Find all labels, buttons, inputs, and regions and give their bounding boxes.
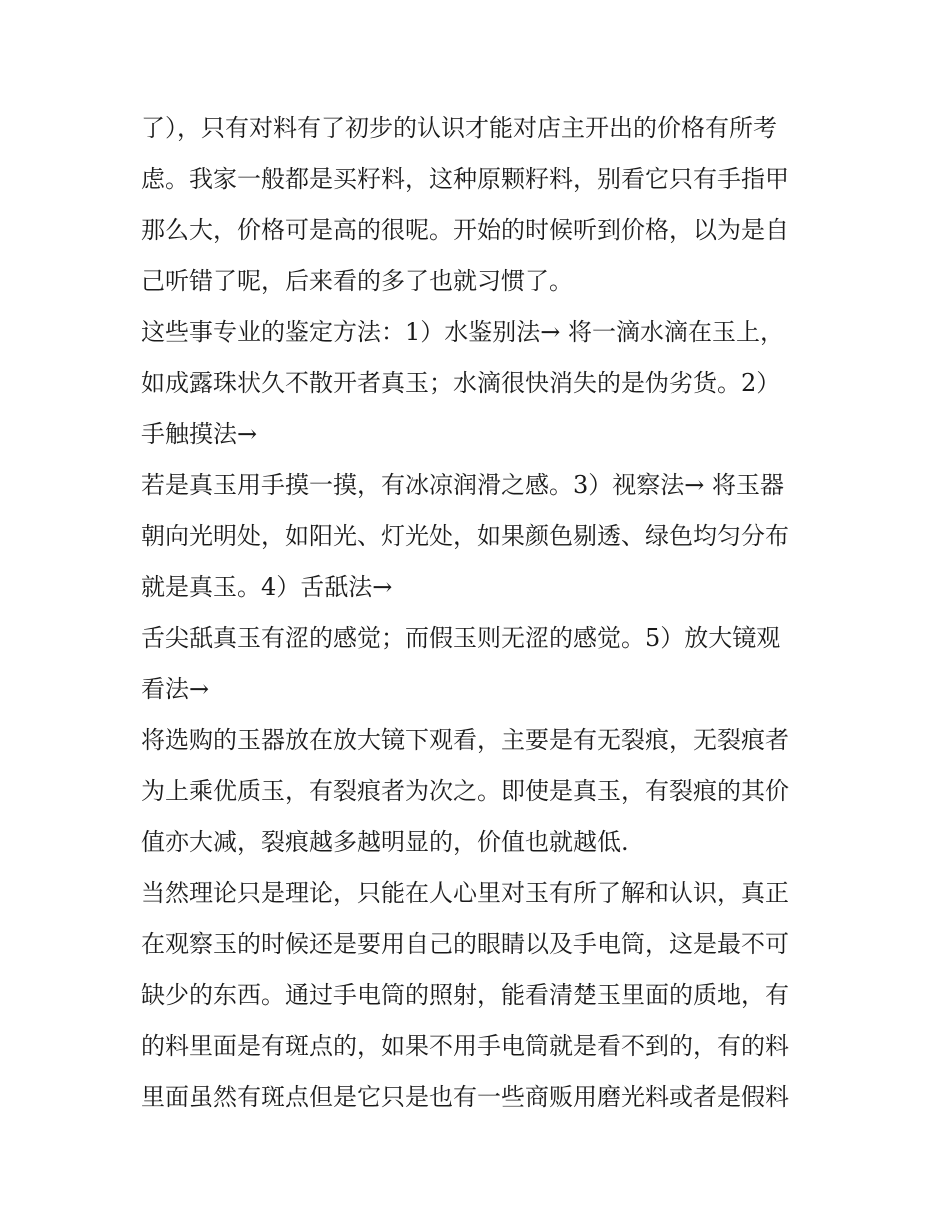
text-line: 缺少的东西。通过手电筒的照射，能看清楚玉里面的质地，有 xyxy=(141,981,789,1009)
text-line: 朝向光明处，如阳光、灯光处，如果颜色剔透、绿色均匀分布 xyxy=(141,522,789,550)
text-line: 若是真玉用手摸一摸，有冰凉润滑之感。3）视察法→ 将玉器 xyxy=(141,471,785,499)
text-line: 将选购的玉器放在放大镜下观看，主要是有无裂痕，无裂痕者 xyxy=(141,726,789,754)
text-line: 虑。我家一般都是买籽料，这种原颗籽料，别看它只有手指甲 xyxy=(141,165,789,193)
text-line: 里面虽然有斑点但是它只是也有一些商贩用磨光料或者是假料 xyxy=(141,1083,789,1111)
text-line: 为上乘优质玉，有裂痕者为次之。即使是真玉，有裂痕的其价 xyxy=(141,777,789,805)
text-line: 那么大，价格可是高的很呢。开始的时候听到价格，以为是自 xyxy=(141,216,789,244)
text-line: 手触摸法→ xyxy=(141,420,258,448)
text-line: 当然理论只是理论，只能在人心里对玉有所了解和认识，真正 xyxy=(141,879,789,907)
text-line: 值亦大减，裂痕越多越明显的，价值也就越低. xyxy=(141,828,629,856)
text-line: 就是真玉。4）舌舐法→ xyxy=(141,573,393,601)
text-line: 己听错了呢，后来看的多了也就习惯了。 xyxy=(141,267,573,295)
text-line: 看法→ xyxy=(141,675,210,703)
text-line: 这些事专业的鉴定方法：1）水鉴别法→ 将一滴水滴在玉上， xyxy=(141,318,785,346)
text-line: 如成露珠状久不散开者真玉；水滴很快消失的是伪劣货。2） xyxy=(141,369,781,397)
text-line: 舌尖舐真玉有涩的感觉；而假玉则无涩的感觉。5）放大镜观 xyxy=(141,624,781,652)
text-line: 了），只有对料有了初步的认识才能对店主开出的价格有所考 xyxy=(141,114,777,142)
text-line: 在观察玉的时候还是要用自己的眼睛以及手电筒，这是最不可 xyxy=(141,930,789,958)
text-line: 的料里面是有斑点的，如果不用手电筒就是看不到的，有的料 xyxy=(141,1032,789,1060)
